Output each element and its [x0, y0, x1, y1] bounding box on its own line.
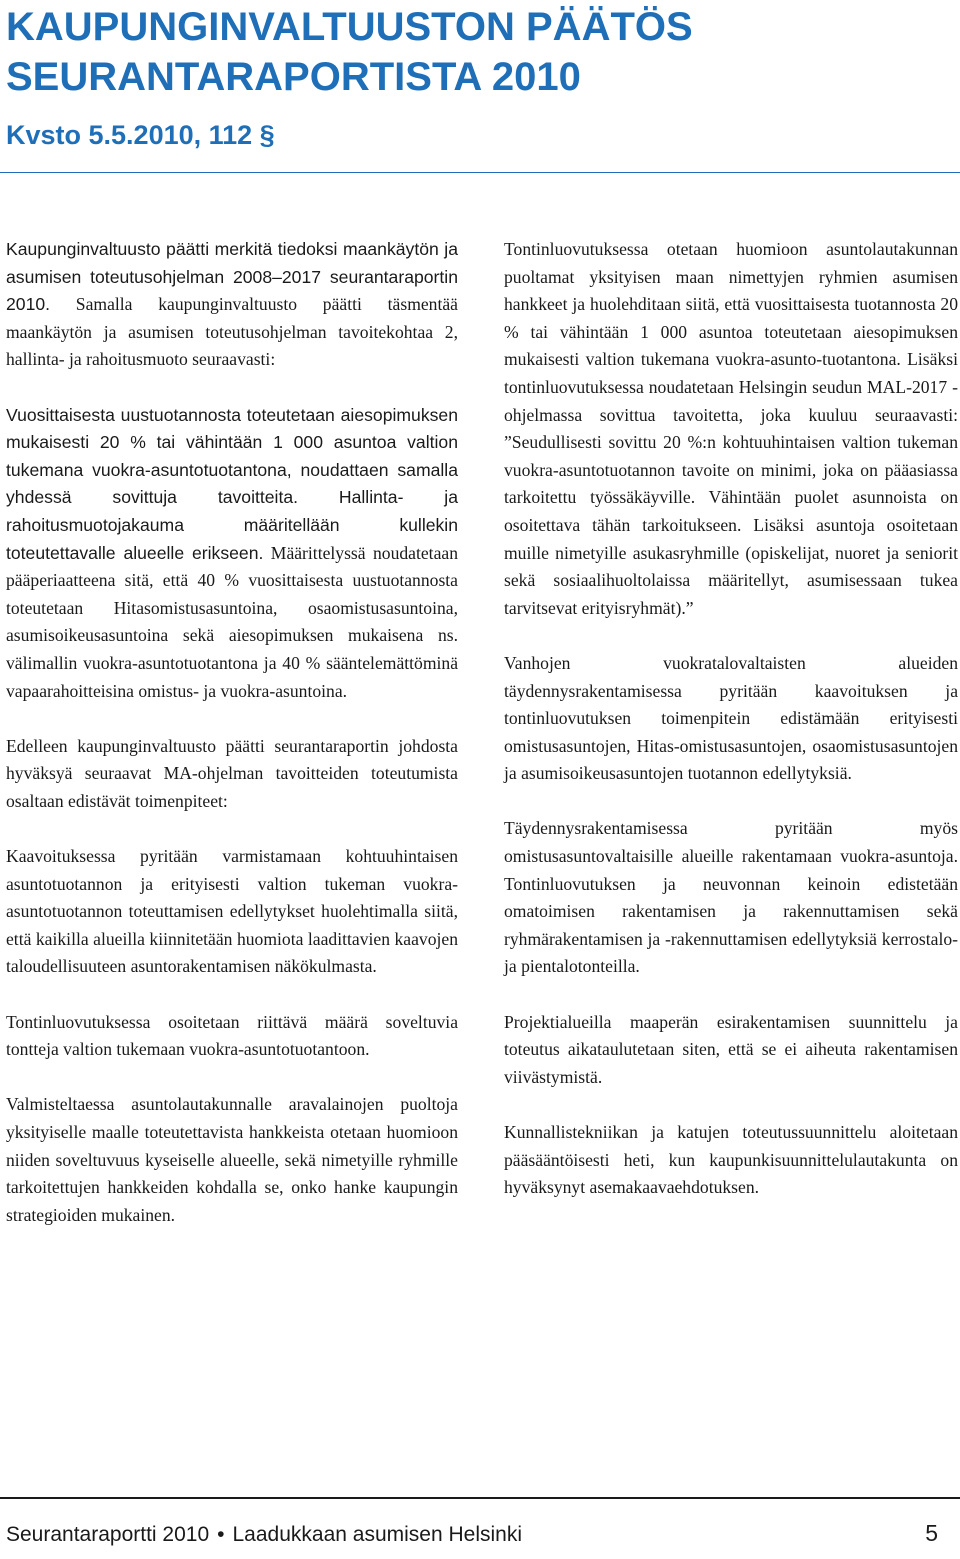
footer-publication-title: Laadukkaan asumisen Helsinki	[232, 1523, 522, 1546]
target-text-serif: Määrittelyssä noudatetaan pääperiaatteena sitä, että 40 % vuosittaisesta uustuotannosta toteutetaan Hitasomistusasuntoina, osaomistusasuntoina, asumisoikeusasuntoina sekä aiesopimuksen mukaisena ns. välimallin vuokra-asuntotuotantona ja 40 % sääntelemättöminä vapaarahoitteisina omistus- ja vuokra-asuntoina.	[6, 542, 458, 701]
zoning-paragraph: Kaavoituksessa pyritään varmistamaan kohtuuhintaisen asuntotuotannon ja erityisesti valtion tukeman vuokra-asuntotuotannon toteuttamisen edellytykset huolehtimalla siitä, että kaikilla alueilla kiinnitetään huomiota laadittavien kaavojen taloudellisuuteen asuntorakentamisen näkökulmasta.	[6, 846, 458, 977]
footer-divider	[0, 1497, 960, 1499]
left-column	[6, 236, 458, 1257]
header-divider	[0, 172, 960, 173]
plot-allocation-groups-paragraph: Tontinluovutuksessa otetaan huomioon asuntolautakunnan puoltamat yksityisen maan nimettyjen ryhmien asumisen hankkeet ja huolehditaan siitä, että vuosittaisesta tuotannosta 20 % tai vähintään 1 000 asuntoa toteutetaan aiesopimuksen mukaisesti valtion tukemana vuokra-asunto-tuotantona. Lisäksi tontinluovutuksessa noudatetaan Helsingin seudun MAL-2017 -ohjelmassa sovittua tavoitetta, joka kuuluu seuraavasti: ”Seudullisesti sovittu 20 %:n kohtuuhintaisen valtion tukeman vuokra-asuntotuotannon tavoite on minimi, joka on pääasiassa tarkoitettu työssäkäyville. Vähintään puolet asunnoista on osoitettava tähän tarkoitukseen. Lisäksi asuntoja osoitetaan muille nimetyille asukasryhmille (opiskelijat, nuoret ja seniorit sekä sosiaalihuoltolaissa määritellyt, asumisessaan tukea tarvitsevat erityisryhmät).”	[504, 239, 958, 618]
target-paragraph	[6, 402, 458, 706]
page-title-line-2: SEURANTARAPORTISTA 2010	[6, 55, 581, 99]
infill-owner-areas-paragraph: Täydennysrakentamisessa pyritään myös omistusasuntovaltaisille alueille rakentamaan vuokra-asuntoja. Tontinluovutuksen ja neuvonnan keinoin edistetään omatoimisen rakentamisen ja rakennuttamisen sekä ryhmärakentamisen ja -rakennuttamisen edellytyksiä kerrostalo- ja pientalotonteilla.	[504, 818, 958, 977]
infill-rental-areas-paragraph: Vanhojen vuokratalovaltaisten alueiden täydennysrakentamisessa pyritään kaavoituksen ja tontinluovutuksen toimenpitein edistämään erityisesti omistusasuntojen, Hitas-omistusasuntojen, osaomistusasuntojen ja asumisoikeusasuntojen tuotannon edellytyksiä.	[504, 652, 958, 784]
page-footer	[6, 1520, 938, 1547]
page-number: 5	[925, 1520, 938, 1546]
page-title-line-1: KAUPUNGINVALTUUSTON PÄÄTÖS	[6, 5, 693, 49]
page-title	[6, 2, 693, 102]
footer-report-title: Seurantaraportti 2010	[6, 1523, 210, 1546]
arava-loans-paragraph: Valmisteltaessa asuntolautakunnalle aravalainojen puoltoja yksityiselle maalle toteutettavista hankkeista otetaan huomioon niiden soveltuvuus kyseiselle alueelle, sekä nimetyille ryhmille tarkoitettujen hankkeiden kohdalla se, onko hanke kaupungin strategioiden mukainen.	[6, 1094, 458, 1225]
intro-text-serif: Samalla kaupunginvaltuusto päätti täsmentää maankäytön ja asumisen toteutusohjelman tavoitekohtaa 2, hallinta- ja rahoitusmuoto seuraavasti:	[6, 294, 458, 370]
intro-text-sans: Kaupunginvaltuusto päätti merkitä tiedoksi maankäytön ja asumisen toteutusohjelman 2008–2017 seurantaraportin 2010.	[6, 239, 458, 315]
measures-intro-paragraph: Edelleen kaupunginvaltuusto päätti seurantaraportin johdosta hyväksyä seuraavat MA-ohjelman tavoitteiden toteutumista osaltaan edistävät toimenpiteet:	[6, 735, 458, 811]
ground-preconstruction-paragraph: Projektialueilla maaperän esirakentamisen suunnittelu ja toteutus aikataulutetaan siten, että se ei aiheuta rakentamisen viivästymistä.	[504, 1011, 958, 1087]
municipal-engineering-paragraph: Kunnallistekniikan ja katujen toteutussuunnittelu aloitetaan pääsääntöisesti heti, kun kaupunkisuunnittelulautakunta on hyväksynyt asemakaavaehdotuksen.	[504, 1122, 958, 1198]
decision-reference: Kvsto 5.5.2010, 112 §	[6, 120, 275, 150]
footer-bullet: •	[217, 1523, 225, 1546]
right-column	[504, 236, 958, 1229]
target-text-sans: Vuosittaisesta uustuotannosta toteutetaan aiesopimuksen mukaisesti 20 % tai vähintään 1 000 asuntoa valtion tukemana vuokra-asuntotuotantona, noudattaen samalla yhdessä sovittuja tavoitteita. Hallinta- ja rahoitusmuotojakauma määritellään kullekin toteutettavalle alueelle erikseen.	[6, 404, 458, 563]
intro-paragraph	[6, 236, 458, 374]
plot-allocation-paragraph: Tontinluovutuksessa osoitetaan riittävä määrä soveltuvia tontteja valtion tukemaan vuokra-asuntotuotantoon.	[6, 1011, 458, 1060]
